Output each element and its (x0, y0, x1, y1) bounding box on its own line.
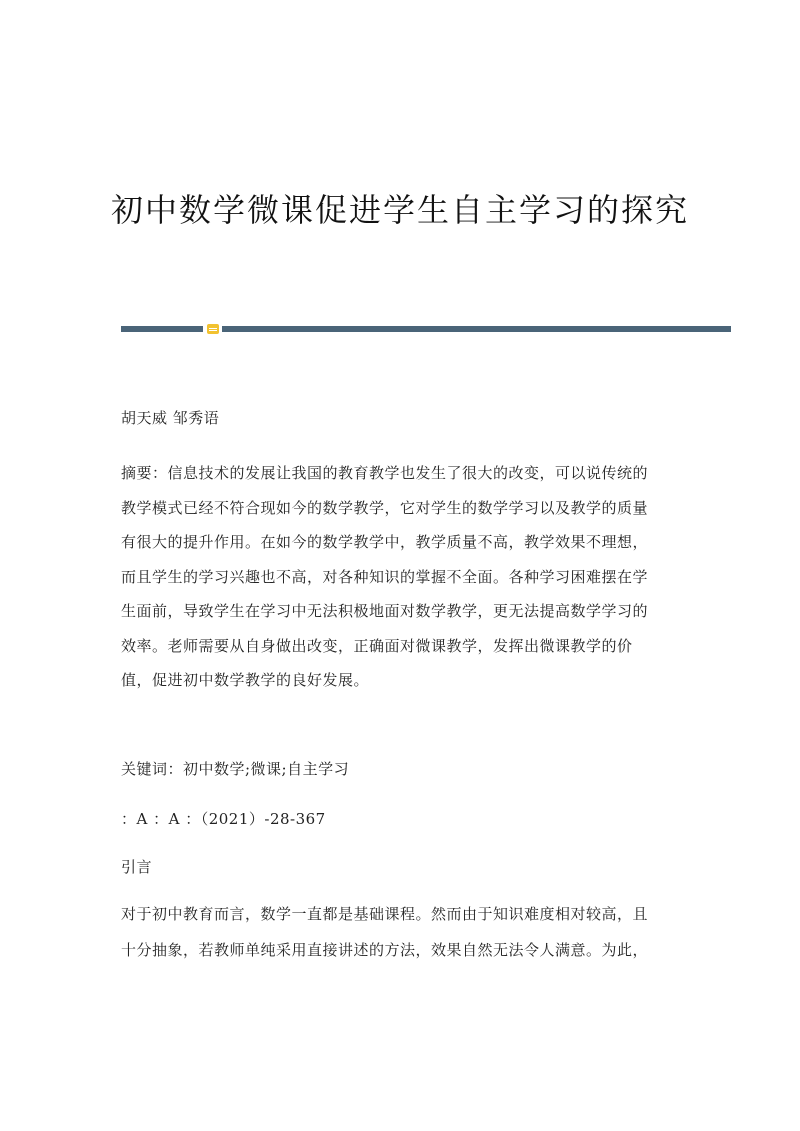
body-paragraph (121, 896, 648, 968)
body-line: 对于初中教育而言，数学一直都是基础课程。然而由于知识难度相对较高，且 (121, 905, 649, 923)
abstract-line: 摘要：信息技术的发展让我国的教育教学也发生了很大的改变，可以说传统的 (121, 464, 649, 482)
abstract-line: 生面前，导致学生在学习中无法积极地面对数学教学，更无法提高数学学习的 (121, 602, 649, 620)
divider-bar-left (121, 326, 203, 332)
abstract-line: 而且学生的学习兴趣也不高，对各种知识的掌握不全面。各种学习困难摆在学 (121, 567, 649, 586)
title-divider (121, 324, 731, 334)
abstract (121, 456, 677, 698)
keywords: 关键词：初中数学;微课;自主学习 (121, 760, 350, 778)
divider-bar-right (222, 326, 731, 332)
abstract-line: 值，促进初中数学教学的良好发展。 (121, 671, 370, 689)
book-icon (207, 324, 219, 334)
abstract-line: 教学模式已经不符合现如今的数学教学，它对学生的数学学习以及教学的质量 (121, 498, 649, 517)
document-title: 初中数学微课促进学生自主学习的探究 (110, 191, 689, 229)
authors: 胡天威 邹秀语 (121, 409, 220, 427)
section-heading-intro: 引言 (121, 858, 153, 876)
body-line: 十分抽象，若教师单纯采用直接讲述的方法，效果自然无法令人满意。为此， (121, 941, 649, 959)
classification-code: ：A ：A ：（2021）-28-367 (121, 810, 326, 828)
abstract-line: 有很大的提升作用。在如今的数学教学中，教学质量不高，教学效果不理想， (121, 533, 649, 551)
abstract-line: 效率。老师需要从自身做出改变，正确面对微课教学，发挥出微课教学的价 (121, 636, 633, 655)
